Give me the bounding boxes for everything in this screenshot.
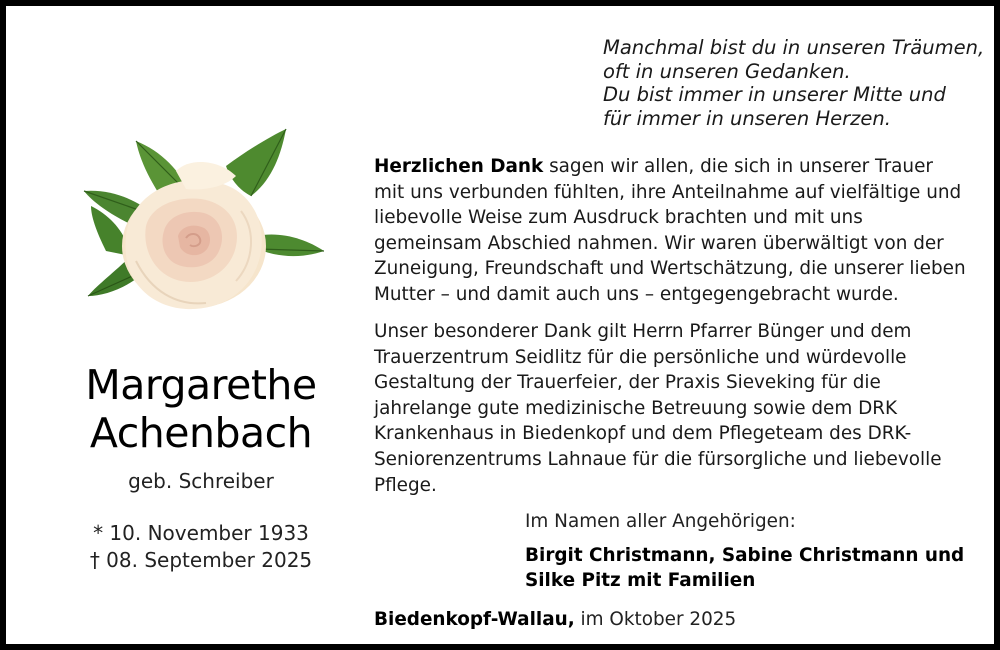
thanks-paragraph-1 — [374, 154, 994, 308]
thanks-line: Pflege. — [374, 474, 437, 496]
signers-line: Birgit Christmann, Sabine Christmann und — [525, 545, 965, 566]
thanks-line: Zuneigung, Freundschaft und Wertschätzung, die unserer lieben — [374, 258, 966, 280]
thanks-line: Seniorenzentrums Lahnaue für die fürsorgliche und liebevolle — [374, 448, 942, 470]
thanks-line: Mutter – und damit auch uns – entgegengebracht wurde. — [374, 283, 899, 305]
thanks-line: mit uns verbunden fühlten, ihre Anteilnahme auf vielfältige und — [374, 181, 962, 203]
signers-line: Silke Pitz mit Familien — [525, 570, 756, 591]
place: Biedenkopf-Wallau, — [374, 609, 575, 630]
poem-line: oft in unseren Gedanken. — [603, 59, 851, 83]
thanks-paragraph-2 — [374, 319, 994, 498]
death-date: † 08. September 2025 — [89, 548, 313, 572]
thanks-line: Unser besonderer Dank gilt Herrn Pfarrer Bünger und dem — [374, 321, 912, 342]
place-date — [374, 609, 736, 630]
poem-line: Manchmal bist du in unseren Träumen, — [603, 36, 985, 59]
rose-image — [76, 121, 331, 321]
thanks-lead-text: sagen wir allen, die sich in unserer Trauer — [543, 156, 933, 177]
deceased-first-name: Margarethe — [85, 361, 317, 409]
birth-name: geb. Schreiber — [128, 469, 274, 493]
poem-line: Du bist immer in unserer Mitte und — [603, 83, 946, 106]
poem-line: für immer in unseren Herzen. — [603, 106, 891, 130]
date: im Oktober 2025 — [574, 609, 737, 630]
thanks-line: gemeinsam Abschied nahmen. Wir waren überwältigt von der — [374, 232, 944, 254]
deceased-last-name: Achenbach — [89, 409, 313, 457]
thanks-line: Trauerzentrum Seidlitz für die persönliche und würdevolle — [374, 346, 907, 368]
thanks-line: liebevolle Weise zum Ausdruck brachten und mit uns — [374, 207, 863, 229]
thanks-line: Gestaltung der Trauerfeier, der Praxis Sieveking für die — [374, 372, 881, 394]
memorial-poem — [603, 36, 993, 130]
on-behalf-text: Im Namen aller Angehörigen: — [525, 511, 796, 532]
life-dates — [26, 520, 376, 574]
thanks-line: Krankenhaus in Biedenkopf und dem Pflegeteam des DRK- — [374, 423, 912, 445]
birth-date: * 10. November 1933 — [93, 521, 309, 545]
thanks-heading: Herzlichen Dank — [374, 156, 544, 177]
thanks-lead-line — [374, 154, 994, 180]
thanks-line: jahrelange gute medizinische Betreuung sowie dem DRK — [374, 397, 898, 419]
signers — [525, 543, 964, 593]
